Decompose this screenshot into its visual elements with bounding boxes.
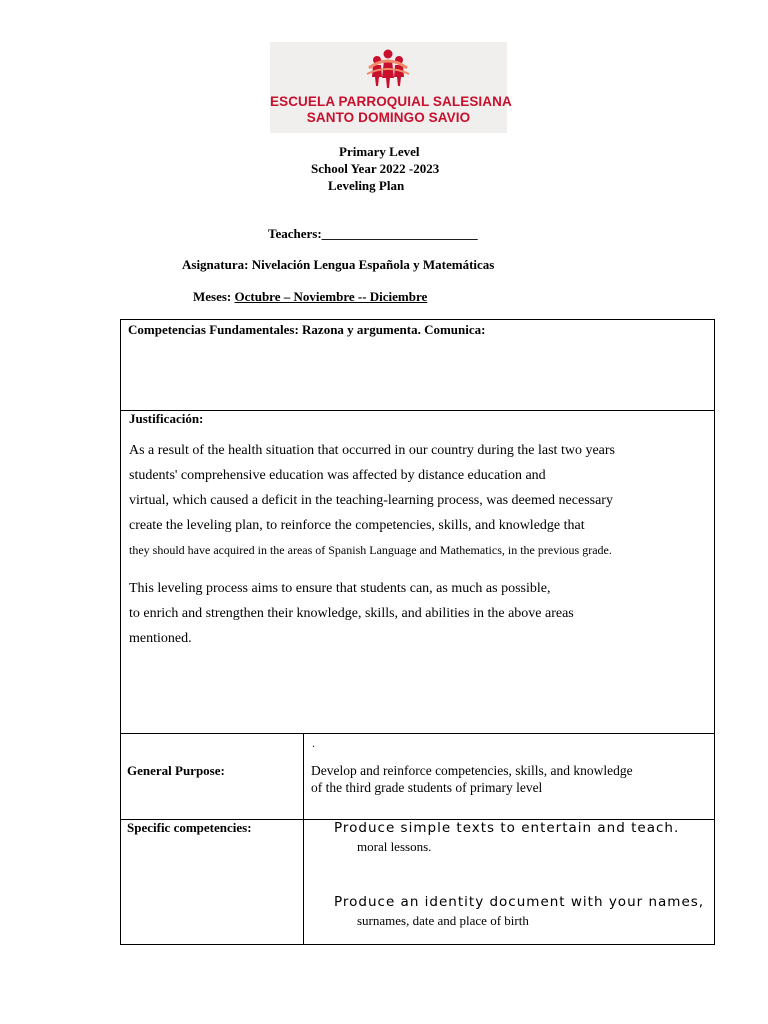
justification-line: they should have acquired in the areas of Spanish Language and Mathematics, in the previous grade. [129, 543, 612, 557]
process-line: to enrich and strengthen their knowledge, skills, and abilities in the above areas [129, 606, 574, 621]
row-divider [120, 410, 715, 411]
justification-line: students' comprehensive education was affected by distance education and [129, 468, 546, 483]
salesian-figures-icon [363, 48, 413, 90]
logo-school-name-line2: SANTO DOMINGO SAVIO [306, 110, 471, 125]
justificacion-heading: Justificación: [129, 411, 204, 426]
specific-competency-sub: moral lessons. [357, 839, 432, 854]
level-heading: Primary Level [339, 144, 420, 159]
teachers-field: Teachers:________________________ [268, 226, 478, 241]
specific-competency-main: Produce simple texts to entertain and teach. [334, 820, 680, 836]
justification-line: As a result of the health situation that occurred in our country during the last two years [129, 443, 615, 458]
specific-competency-main: Produce an identity document with your names, [334, 894, 705, 910]
column-divider [303, 733, 304, 945]
months-value: Octubre – Noviembre -- Diciembre [234, 289, 428, 304]
months-label: Meses: [193, 289, 235, 304]
table-border-right [714, 319, 715, 945]
school-year-heading: School Year 2022 -2023 [311, 161, 440, 176]
specific-competencies-label: Specific competencies: [127, 820, 252, 835]
general-purpose-label: General Purpose: [127, 763, 225, 778]
justification-line: create the leveling plan, to reinforce the competencies, skills, and knowledge that [129, 518, 585, 533]
logo-school-name-line1: ESCUELA PARROQUIAL SALESIANA [270, 94, 512, 109]
school-logo [270, 42, 512, 133]
table-border-bottom [120, 944, 715, 945]
process-line: mentioned. [129, 631, 192, 646]
table-border-left [120, 319, 121, 945]
row-divider [120, 733, 715, 734]
plan-heading: Leveling Plan [328, 178, 405, 193]
general-purpose-line: Develop and reinforce competencies, skills, and knowledge [311, 763, 633, 778]
subject-line: Asignatura: Nivelación Lengua Española y Matemáticas [182, 257, 495, 272]
months-line [193, 289, 427, 305]
competencias-heading: Competencias Fundamentales: Razona y argumenta. Comunica: [128, 322, 486, 337]
specific-competency-sub: surnames, date and place of birth [357, 913, 529, 928]
table-border-top [120, 319, 715, 320]
justification-line: virtual, which caused a deficit in the teaching-learning process, was deemed necessary [129, 493, 613, 508]
process-line: This leveling process aims to ensure that students can, as much as possible, [129, 581, 551, 596]
general-purpose-line: of the third grade students of primary level [311, 780, 543, 795]
general-purpose-dot: . [312, 736, 315, 750]
